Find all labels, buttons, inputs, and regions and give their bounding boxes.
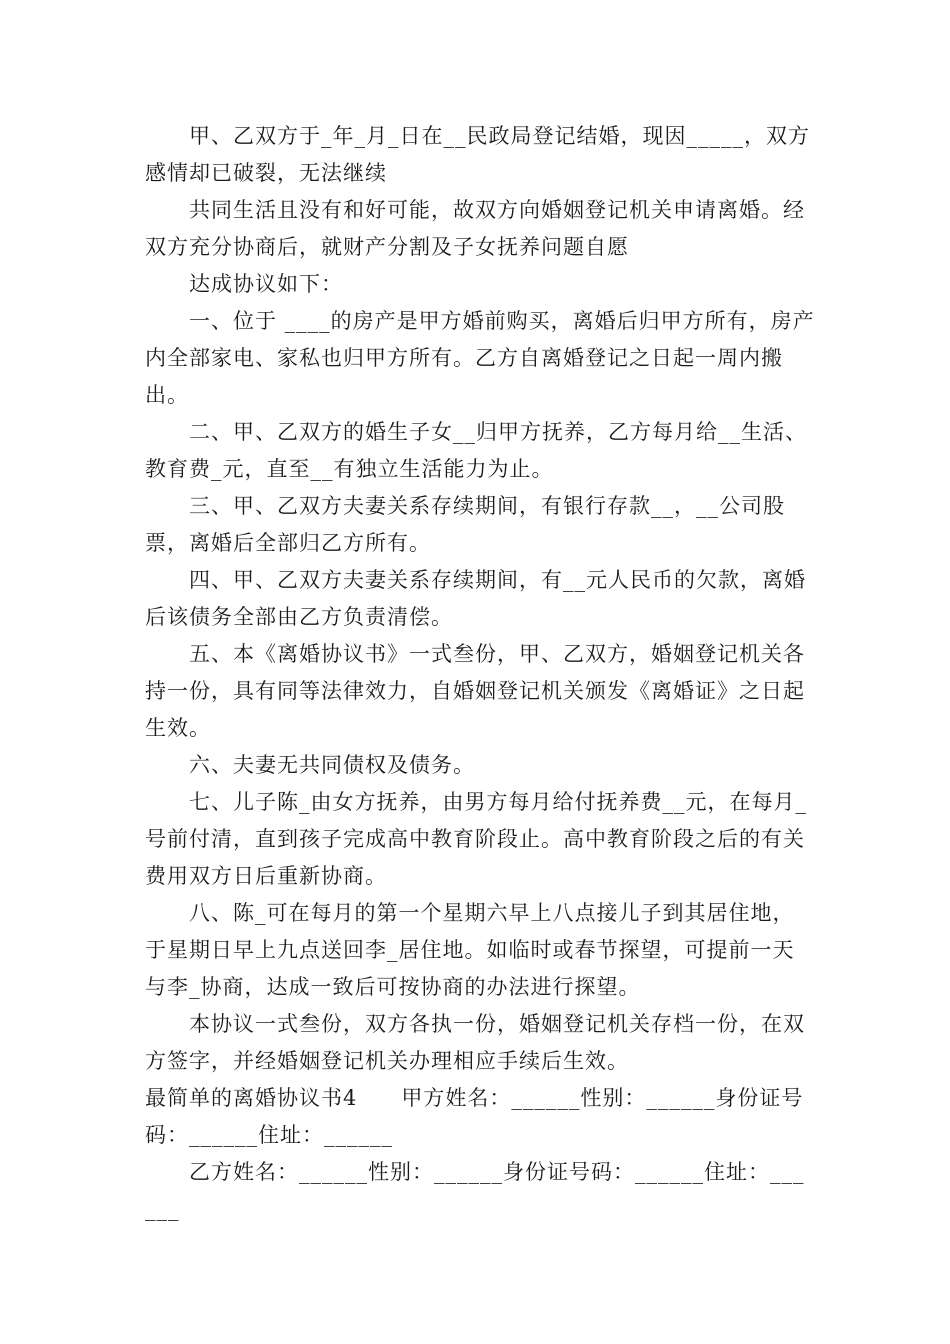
clause-4-debts: 四、甲、乙双方夫妻关系存续期间，有__元人民币的欠款，离婚后该债务全部由乙方负责清偿。	[145, 568, 806, 629]
clause-8-visitation: 八、陈_可在每月的第一个星期六早上八点接儿子到其居住地，于星期日早上九点送回李_居住地。如临时或春节探望，可提前一天与李_协商，达成一致后可按协商的办法进行探望。	[145, 901, 795, 999]
clause-7-son-custody: 七、儿子陈_由女方抚养，由男方每月给付抚养费__元，在每月_号前付清，直到孩子完成高中教育阶段止。高中教育阶段之后的有关费用双方日后重新协商。	[145, 790, 807, 888]
paragraph-effectiveness: 本协议一式叁份，双方各执一份，婚姻登记机关存档一份，在双方签字，并经婚姻登记机关办理相应手续后生效。	[145, 1012, 805, 1073]
party-b-fields: 乙方姓名：______性别：______身份证号码：______住址：______	[145, 1160, 805, 1221]
clause-3-savings: 三、甲、乙双方夫妻关系存续期间，有银行存款__，__公司股票，离婚后全部归乙方所有。	[145, 494, 785, 555]
document-body	[145, 118, 815, 1228]
clause-1-property: 一、位于 ____的房产是甲方婚前购买，离婚后归甲方所有，房产内全部家电、家私也归甲方所有。乙方自离婚登记之日起一周内搬出。	[145, 309, 815, 407]
paragraph-marriage-registration: 甲、乙双方于_年_月_日在__民政局登记结婚，现因_____，双方感情却已破裂，无法继续	[145, 124, 810, 185]
clause-2-child-support: 二、甲、乙双方的婚生子女__归甲方抚养，乙方每月给__生活、教育费_元，直至__有独立生活能力为止。	[145, 420, 807, 481]
paragraph-divorce-application: 共同生活且没有和好可能，故双方向婚姻登记机关申请离婚。经双方充分协商后，就财产分割及子女抚养问题自愿	[145, 198, 805, 259]
paragraph-agreement-intro: 达成协议如下：	[189, 272, 343, 296]
clause-6-no-shared-debts: 六、夫妻无共同债权及债务。	[189, 753, 475, 777]
clause-5-copies: 五、本《离婚协议书》一式叁份，甲、乙双方，婚姻登记机关各持一份，具有同等法律效力，自婚姻登记机关颁发《离婚证》之日起生效。	[145, 642, 805, 740]
section-heading-party-a: 最简单的离婚协议书4 甲方姓名：______性别：______身份证号码：______住址：______	[145, 1086, 804, 1147]
